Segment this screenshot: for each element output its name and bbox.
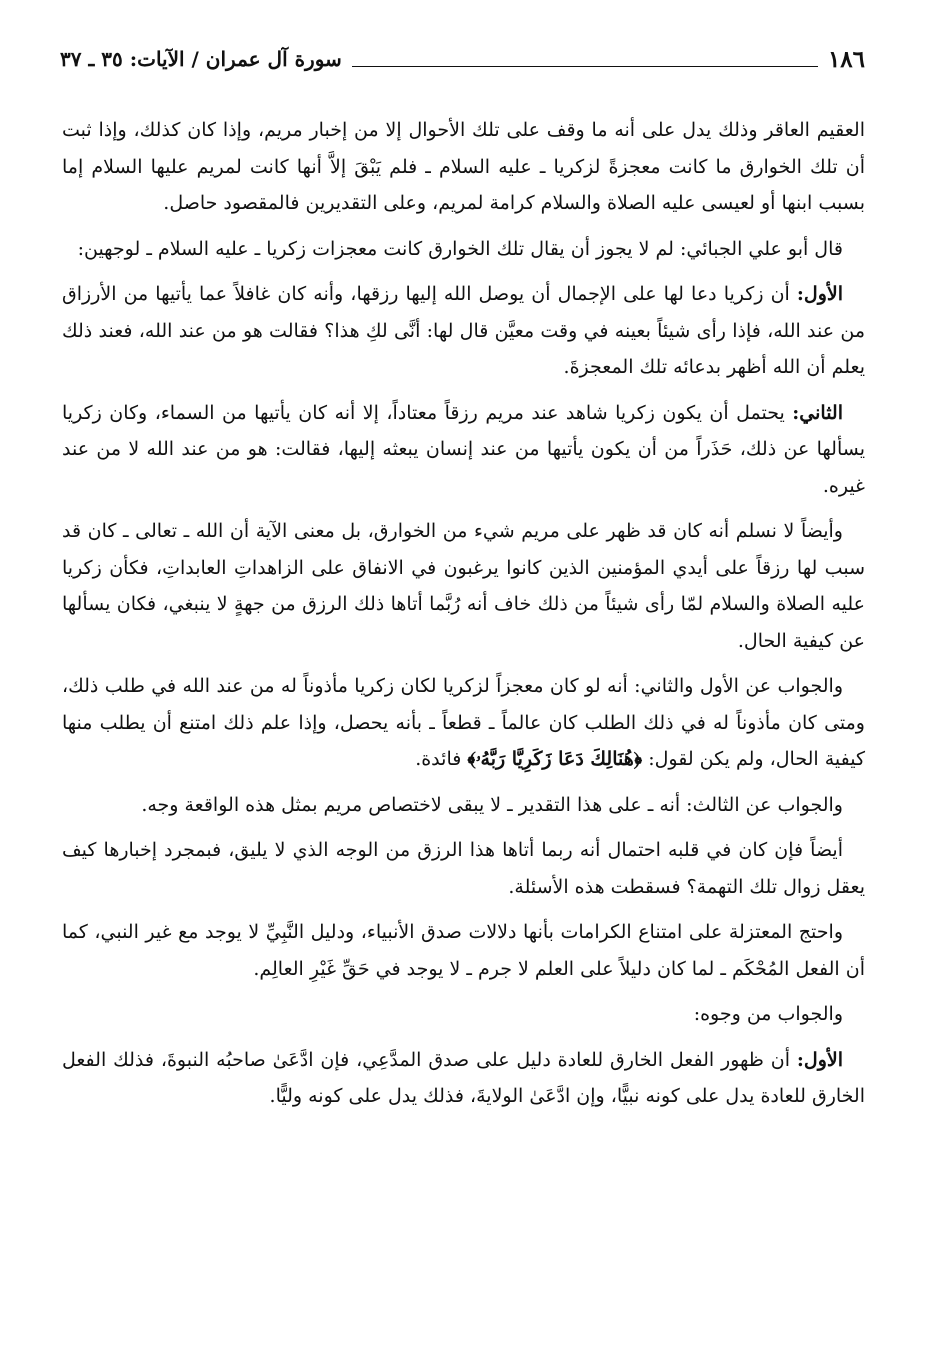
header-rule	[352, 66, 818, 67]
paragraph-text: العقيم العاقر وذلك يدل على أنه ما وقف على تلك الأحوال إلا من إخبار مريم، وإذا كان كذلك، وإذا ثبت أن تلك الخوارق ما كانت معجزةً لزكريا ـ عليه السلام ـ فلم يَبْقَ إلاَّ أنها كانت لمريم عليها السلام إما بسبب ابنها أو لعيسى عليه الصلاة والسلام كرامة لمريم، وعلى التقديرين فالمقصود حاصل.	[62, 119, 865, 214]
paragraph-text: وأيضاً لا نسلم أنه كان قد ظهر على مريم شيء من الخوارق، بل معنى الآية أن الله ـ تعالى ـ كان قد سبب لها رزقاً على أيدي المؤمنين الذين كانوا يرغبون في الانفاق على الزاهداتِ العابداتِ، فكأن زكريا عليه الصلاة والسلام لمّا رأى شيئاً من ذلك خاف أنه رُبَّما أتاها ذلك الرزق من جهةٍ لا ينبغي، فكان يسألها عن كيفية الحال.	[62, 520, 865, 652]
paragraph	[62, 231, 865, 268]
paragraph	[62, 996, 865, 1033]
paragraph	[62, 395, 865, 505]
paragraph-text: قال أبو علي الجبائي: لم لا يجوز أن يقال تلك الخوارق كانت معجزات زكريا ـ عليه السلام ـ لوجهين:	[77, 237, 843, 260]
paragraph	[62, 513, 865, 659]
page-number: ١٨٦	[827, 45, 865, 73]
paragraph-lead: الأول:	[796, 1048, 843, 1071]
paragraph-lead: الأول:	[796, 283, 843, 305]
paragraph	[62, 668, 865, 778]
paragraph-text: أن ظهور الفعل الخارق للعادة دليل على صدق المدَّعِي، فإن ادَّعَىٰ صاحبُه النبوةَ، فذلك الفعل الخارق للعادة يدل على كونه نبيًّا، وإن ادَّعَىٰ الولايةَ، فذلك يدل على كونه وليًّا.	[62, 1048, 865, 1107]
paragraph-text: والجواب من وجوه:	[693, 1003, 843, 1025]
page-body	[62, 112, 865, 1124]
paragraph-text: أيضاً فإن كان في قلبه احتمال أنه ربما أتاها هذا الرزق من الوجه الذي لا يليق، فبمجرد إخبارها كيف يعقل زوال تلك التهمة؟ فسقطت هذه الأسئلة.	[62, 839, 865, 898]
page-header	[60, 42, 865, 76]
paragraph	[62, 1042, 865, 1115]
paragraph-text: أن زكريا دعا لها على الإجمال أن يوصل الله إليها رزقها، وأنه كان غافلاً عما يأتيها من الأرزاق من عند الله، فإذا رأى شيئاً بعينه في وقت معيَّن قال لها: أنَّى لكِ هذا؟ فقالت هو من عند الله، فعند ذلك يعلم أن الله أظهر بدعائه تلك المعجزةَ.	[62, 283, 865, 378]
paragraph	[62, 832, 865, 905]
quran-quote: ﴿هُنَالِكَ دَعَا زَكَرِيَّا رَبَّهُۥ﴾	[467, 748, 643, 770]
paragraph-text: والجواب عن الأول والثاني: أنه لو كان معجزاً لزكريا لكان زكريا مأذوناً له من عند الله في طلب ذلك، ومتى كان مأذوناً له في ذلك الطلب كان عالماً ـ قطعاً ـ بأنه يحصل، وإذا علم ذلك امتنع أن يطلب منها كيفية الحال، ولم يكن لقول:	[62, 675, 865, 770]
paragraph-text: يحتمل أن يكون زكريا شاهد عند مريم رزقاً معتاداً، إلا أنه كان يأتيها من السماء، وكان زكريا يسألها عن ذلك، حَذَراً من أن يكون يأتيها من عند إنسان يبعثه إليها، فقالت: هو من عند الله لا من عند غيره.	[62, 401, 865, 497]
running-title: سورة آل عمران / الآيات: ٣٥ ـ ٣٧	[60, 47, 342, 71]
paragraph	[62, 276, 865, 386]
paragraph-text: والجواب عن الثالث: أنه ـ على هذا التقدير ـ لا يبقى لاختصاص مريم بمثل هذه الواقعة وجه.	[141, 793, 843, 816]
paragraph-text: واحتج المعتزلة على امتناع الكرامات بأنها دلالات صدق الأنبياء، ودليل النَّبِيِّ لا يوجد مع غير النبي، كما أن الفعل المُحْكَم ـ لما كان دليلاً على العلم لا جرم ـ لا يوجد في حَقِّ غَيْرِ العالِم.	[62, 921, 865, 980]
paragraph	[62, 787, 865, 824]
paragraph	[62, 112, 865, 222]
paragraph-text-after: فائدة.	[415, 748, 468, 770]
paragraph	[62, 914, 865, 987]
paragraph-lead: الثاني:	[792, 401, 843, 424]
